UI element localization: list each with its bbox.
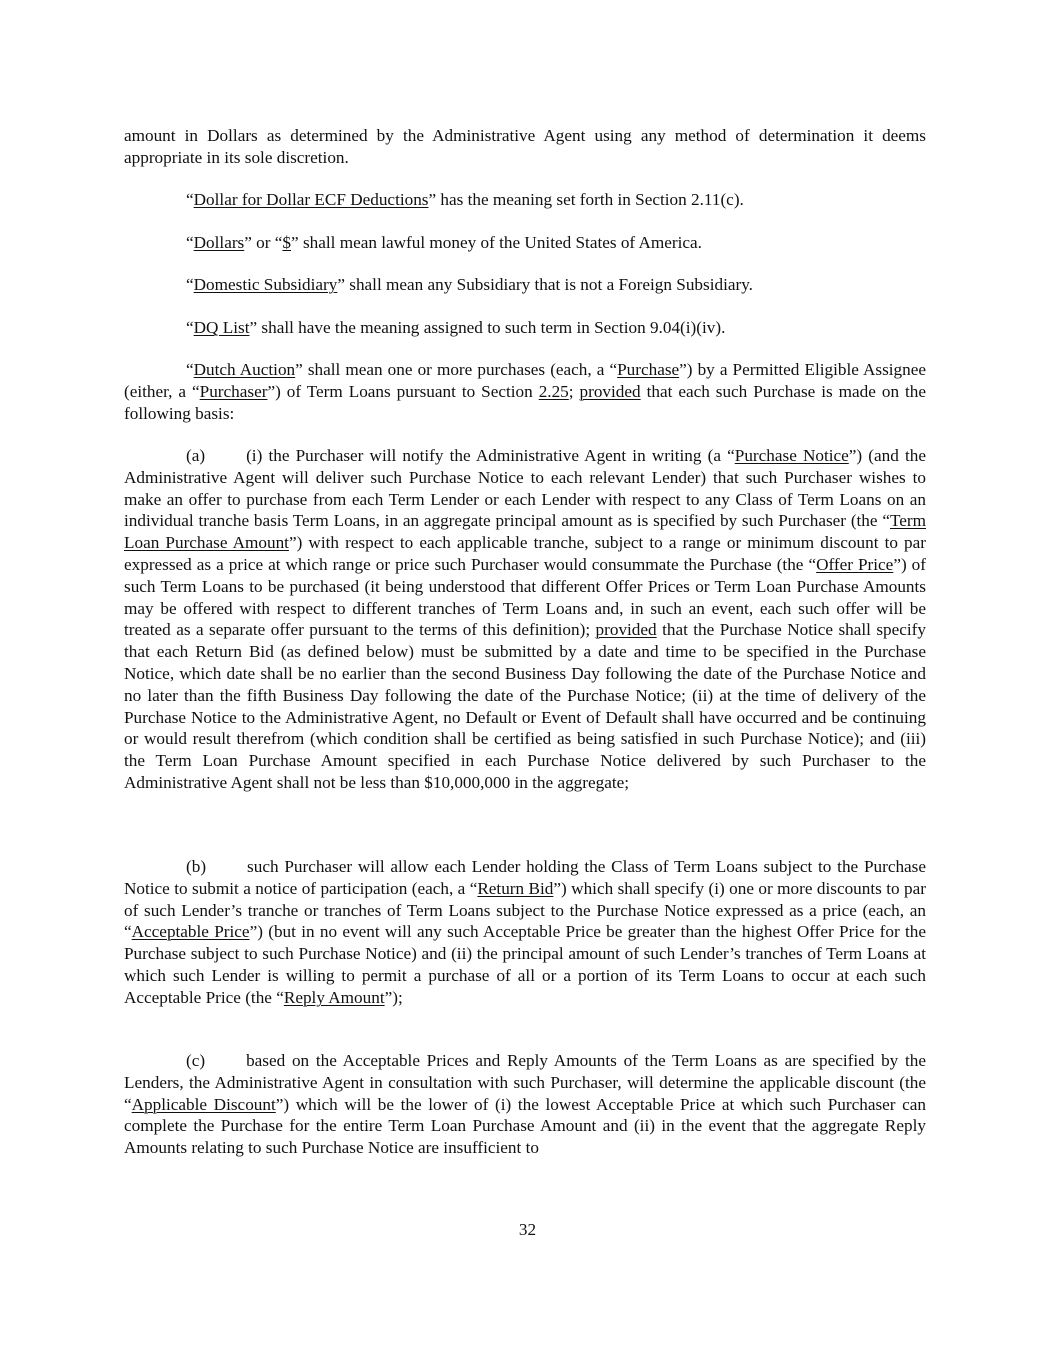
provided-term: provided [595, 620, 657, 640]
definition-dollar-for-dollar-ecf-deductions [124, 189, 926, 211]
defined-term: Purchaser [199, 381, 268, 401]
definition-text: ; [568, 381, 580, 401]
defined-term: Purchase Notice [734, 446, 849, 465]
defined-term: DQ List [193, 318, 250, 337]
clause-label: (a) [186, 446, 206, 465]
clause-c [124, 1050, 926, 1159]
paragraph-text: amount in Dollars as determined by the Administrative Agent using any method of determination it deems appropriate in its sole discretion. [124, 126, 926, 167]
definition-text: ” shall mean any Subsidiary that is not a Foreign Subsidiary. [337, 275, 753, 294]
clause-text: such Purchaser will allow each Lender holding the Class of Term Loans subject to the Purchase Notice to submit a notice of participation (each, a “ [124, 857, 926, 898]
clause-label: (b) [186, 857, 207, 876]
paragraph-continuation [124, 125, 926, 169]
provided-term: provided [579, 381, 641, 401]
defined-term: Applicable Discount [131, 1094, 276, 1114]
section-reference: 2.25 [538, 381, 569, 401]
clause-text: that the Purchase Notice shall specify that each Return Bid (as defined below) must be submitted by a date and time to be specified in the Purchase Notice, which date shall be no earlier than the second Business Day following the date of the Purchase Notice and no later than the fifth Business Day following the date of the Purchase Notice; (ii) at the time of delivery of the Purchase Notice to the Administrative Agent, no Default or Event of Default shall have occurred and be continuing or would result therefrom (which condition shall be certified as being satisfied in such Purchase Notice); and (iii) the Term Loan Purchase Amount specified in each Purchase Notice delivered by such Purchaser to the Administrative Agent shall not be less than $10,000,000 in the aggregate; [124, 620, 926, 792]
clause-text: ”) which will be the lower of (i) the lowest Acceptable Price at which such Purchaser can complete the Purchase for the entire Term Loan Purchase Amount and (ii) in the event that the aggregate Reply Amounts relating to such Purchase Notice are insufficient to [124, 1094, 926, 1158]
clause-text: ”) (and the Administrative Agent will deliver such Purchase Notice to each relevant Lender) that such Purchaser wishes to make an offer to purchase from each Term Lender or each Lender with respect to any Class of Term Loans on an individual tranche basis Term Loans, in an aggregate principal amount as is specified by such Purchaser (the “ [124, 446, 926, 531]
defined-term: Dollars [193, 233, 245, 252]
definition-dollars [124, 232, 926, 254]
quote-open: “ [186, 233, 194, 252]
clause-text: ”) which shall specify (i) one or more discounts to par of such Lender’s tranche or tranches of Term Loans subject to the Purchase Notice expressed as a price (each, an “ [124, 878, 926, 942]
defined-term: Reply Amount [283, 987, 385, 1007]
clause-b [124, 856, 926, 1009]
quote-open: “ [186, 275, 194, 294]
clause-text: ”) of such Term Loans to be purchased (it being understood that different Offer Prices or Term Loan Purchase Amounts may be offered with respect to different tranches of Term Loans and, in such an event, each such offer will be treated as a separate offer pursuant to the terms of this definition); [124, 554, 926, 640]
clause-text: ”) (but in no event will any such Acceptable Price be greater than the highest Offer Price for the Purchase subject to such Purchase Notice) and (ii) the principal amount of such Lender’s tranches of Term Loans at which such Lender is willing to permit a purchase of all or a portion of its Term Loans to occur at each such Acceptable Price (the “ [124, 922, 927, 1007]
clause-text: based on the Acceptable Prices and Reply Amounts of the Term Loans as are specified by the Lenders, the Administrative Agent in consultation with such Purchaser, will determine the applicable discount (the “ [124, 1051, 926, 1114]
defined-term: Acceptable Price [131, 922, 250, 942]
definition-text: ” has the meaning set forth in Section 2.11(c). [428, 190, 744, 209]
page-number: 32 [518, 1220, 537, 1239]
definition-dutch-auction [124, 359, 926, 424]
definition-text: that each such Purchase is made on the following basis: [124, 381, 927, 423]
definition-domestic-subsidiary [124, 274, 926, 296]
definition-text: ” shall mean lawful money of the United States of America. [291, 233, 702, 252]
defined-term: Dollar for Dollar ECF Deductions [193, 190, 429, 209]
clause-label: (c) [186, 1051, 206, 1070]
defined-term: $ [282, 233, 292, 252]
definition-text: ” shall have the meaning assigned to such term in Section 9.04(i)(iv). [249, 318, 726, 337]
clause-a [124, 445, 926, 794]
quote-open: “ [186, 190, 194, 209]
quote-open: “ [186, 360, 194, 379]
definition-text: ” or “ [244, 233, 283, 252]
defined-term: Return Bid [477, 878, 554, 898]
clause-text: ”) with respect to each applicable tranche, subject to a range or minimum discount to par expressed as a price at which range or price such Purchaser would consummate the Purchase (the “ [124, 533, 926, 574]
defined-term: Domestic Subsidiary [193, 275, 338, 294]
definition-text: ”) of Term Loans pursuant to Section [267, 381, 539, 401]
defined-term: Term Loan Purchase Amount [124, 511, 926, 553]
defined-term: Purchase [617, 360, 680, 379]
definition-text: ” shall mean one or more purchases (each, a “ [295, 360, 618, 379]
quote-open: “ [186, 318, 194, 337]
clause-text: ”); [384, 987, 403, 1007]
definition-dq-list [124, 317, 926, 339]
clause-text: (i) the Purchaser will notify the Administrative Agent in writing (a “ [246, 446, 735, 465]
defined-term: Dutch Auction [193, 360, 296, 379]
definition-text: ”) by a Permitted Eligible Assignee (either, a “ [124, 360, 926, 401]
defined-term: Offer Price [816, 554, 894, 574]
